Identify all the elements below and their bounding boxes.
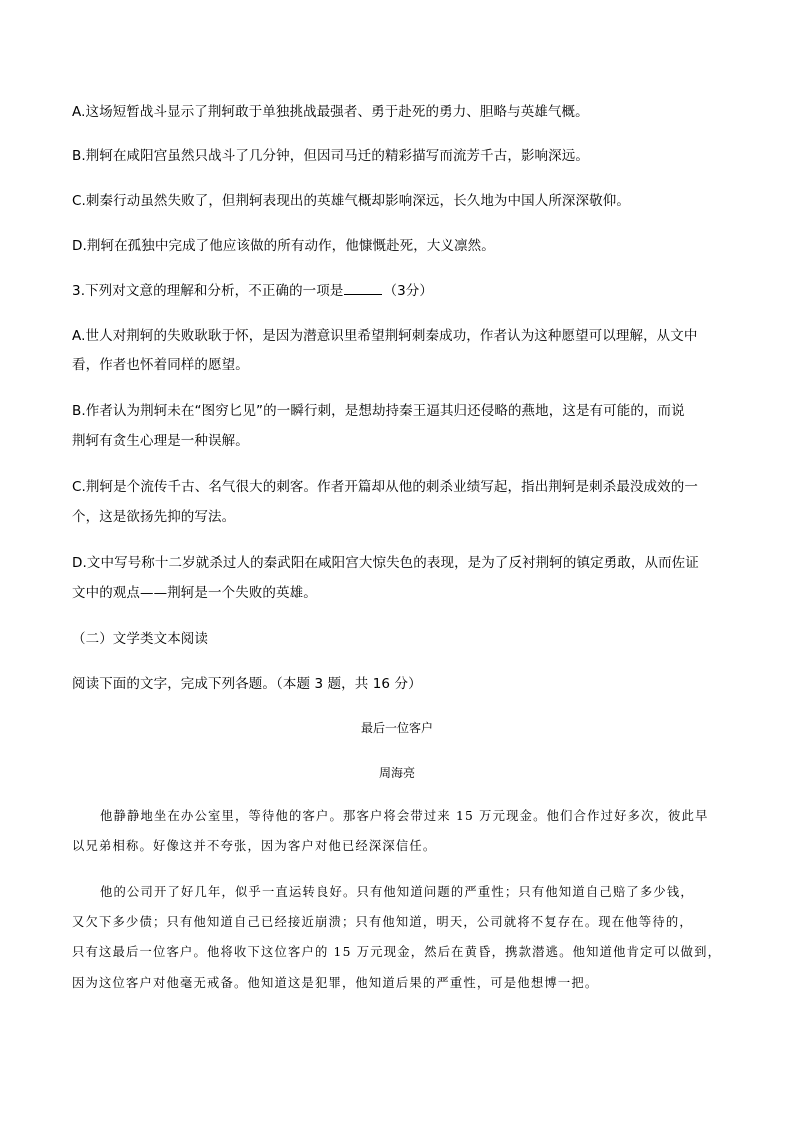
q3-option-b-line1: B.作者认为荆轲未在“图穷匕见”的一瞬行刺，是想劫持秦王逼其归还侵略的燕地，这是有可能的，而说 — [72, 403, 685, 419]
story-p2-line4: 因为这位客户对他毫无戒备。他知道这是犯罪，他知道后果的严重性，可是他想博一把。 — [72, 976, 599, 990]
q3-option-a-line1: A.世人对荆轲的失败耿耿于怀，是因为潜意识里希望荆轲刺秦成功，作者认为这种愿望可以理解，从文中 — [72, 328, 698, 344]
section-instruction: 阅读下面的文字，完成下列各题。（本题 3 题，共 16 分） — [72, 676, 422, 692]
q3-option-b-line2: 荆轲有贪生心理是一种误解。 — [72, 433, 249, 449]
story-p2-line3: 只有这最后一位客户。他将收下这位客户的 15 万元现金，然后在黄昏，携款潜逃。他知道他肯定可以做到， — [72, 945, 722, 959]
q3-stem-text: 3.下列对文意的理解和分析，不正确的一项是 — [72, 283, 344, 299]
q3-stem — [72, 282, 732, 300]
story-p1-line1: 他静静地坐在办公室里，等待他的客户。那客户将会带过来 15 万元现金。他们合作过好多次，彼此早 — [100, 809, 709, 823]
q3-option-d-line1: D.文中写号称十二岁就杀过人的秦武阳在咸阳宫大惊失色的表现，是为了反衬荆轲的镇定勇敢，从而佐证 — [72, 555, 699, 571]
section-heading: （二）文学类文本阅读 — [72, 631, 208, 647]
story-title: 最后一位客户 — [360, 721, 433, 735]
q3-option-d-line2: 文中的观点——荆轲是一个失败的英雄。 — [72, 585, 317, 601]
story-author: 周海亮 — [378, 766, 415, 780]
q2-option-d: D.荆轲在孤独中完成了他应该做的所有动作，他慷慨赴死，大义凛然。 — [72, 238, 495, 254]
q2-option-b: B.荆轲在咸阳宫虽然只战斗了几分钟，但因司马迁的精彩描写而流芳千古，影响深远。 — [72, 148, 589, 164]
q2-option-c: C.刺秦行动虽然失败了，但荆轲表现出的英雄气概却影响深远，长久地为中国人所深深敬仰。 — [72, 193, 630, 209]
q3-option-c-line1: C.荆轲是个流传千古、名气很大的刺客。作者开篇却从他的刺杀业绩写起，指出荆轲是刺杀最没成效的一 — [72, 479, 698, 495]
q3-option-a-line2: 看，作者也怀着同样的愿望。 — [72, 357, 249, 373]
story-p2-line1: 他的公司开了好几年，似乎一直运转良好。只有他知道问题的严重性；只有他知道自己赔了多少钱， — [100, 885, 694, 899]
answer-blank — [344, 282, 382, 295]
q3-option-c-line2: 个，这是欲扬先抑的写法。 — [72, 509, 236, 525]
q2-option-a: A.这场短暂战斗显示了荆轲敢于单独挑战最强者、勇于赴死的勇力、胆略与英雄气概。 — [72, 104, 589, 120]
story-p1-line2: 以兄弟相称。好像这并不夸张，因为客户对他已经深深信任。 — [72, 839, 437, 853]
story-p2-line2: 又欠下多少债；只有他知道自己已经接近崩溃；只有他知道，明天，公司就将不复存在。现在他等待的， — [72, 915, 693, 929]
q3-score: （3分） — [383, 283, 433, 299]
